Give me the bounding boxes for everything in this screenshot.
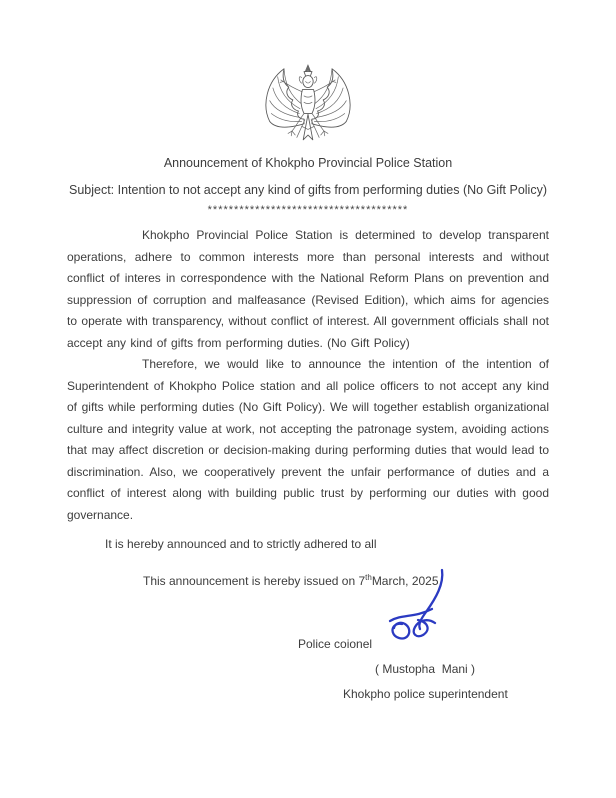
paragraph-announcement: Therefore, we would like to announce the intention of the intention of Superintendent of Khokpho Police station and all police officers to not accept any kind of gifts while performing duties (No Gift Policy). We will together establish organizational culture and integrity value at work, not accepting the patronage system, avoiding actions that may affect discretion or decision-making during performing duties that would lead to discrimination. Also, we cooperatively prevent the unfair performance of duties and a conflict of interest along with building public trust by performing our duties with good governance.: [67, 357, 549, 522]
issue-date-suffix: March, 2025: [371, 573, 439, 588]
garuda-emblem-graphic: [260, 64, 356, 147]
signer-position: Khokpho police superintendent: [343, 687, 508, 701]
signer-rank: Police coionel: [298, 637, 373, 651]
subject-line: Subject: Intention to not accept any kind of gifts from performing duties (No Gift Policy): [68, 183, 547, 197]
issue-date-ordinal: th: [365, 572, 372, 582]
issue-date-line: [67, 567, 549, 593]
document-body: [67, 225, 549, 526]
document-title: Announcement of Khokpho Provincial Police Station: [163, 156, 453, 170]
signer-name: ( Mustopha Mani ): [375, 662, 476, 676]
closing-statement: It is hereby announced and to strictly adhered to all: [105, 537, 377, 551]
issue-date-prefix: This announcement is hereby issued on 7: [143, 573, 366, 588]
paragraph-intent: Khokpho Provincial Police Station is determined to develop transparent operations, adhere to common interests more than personal interests and without conflict of interes in correspondence with the National Reform Plans on prevention and suppression of corruption and malfeasance (Revised Edition), which aims for agencies to operate with transparency, without conflict of interest. All government officials shall not accept any kind of gifts from performing duties. (No Gift Policy): [67, 228, 549, 350]
asterisk-divider: **************************************: [207, 204, 409, 216]
garuda-emblem: [0, 0, 616, 146]
